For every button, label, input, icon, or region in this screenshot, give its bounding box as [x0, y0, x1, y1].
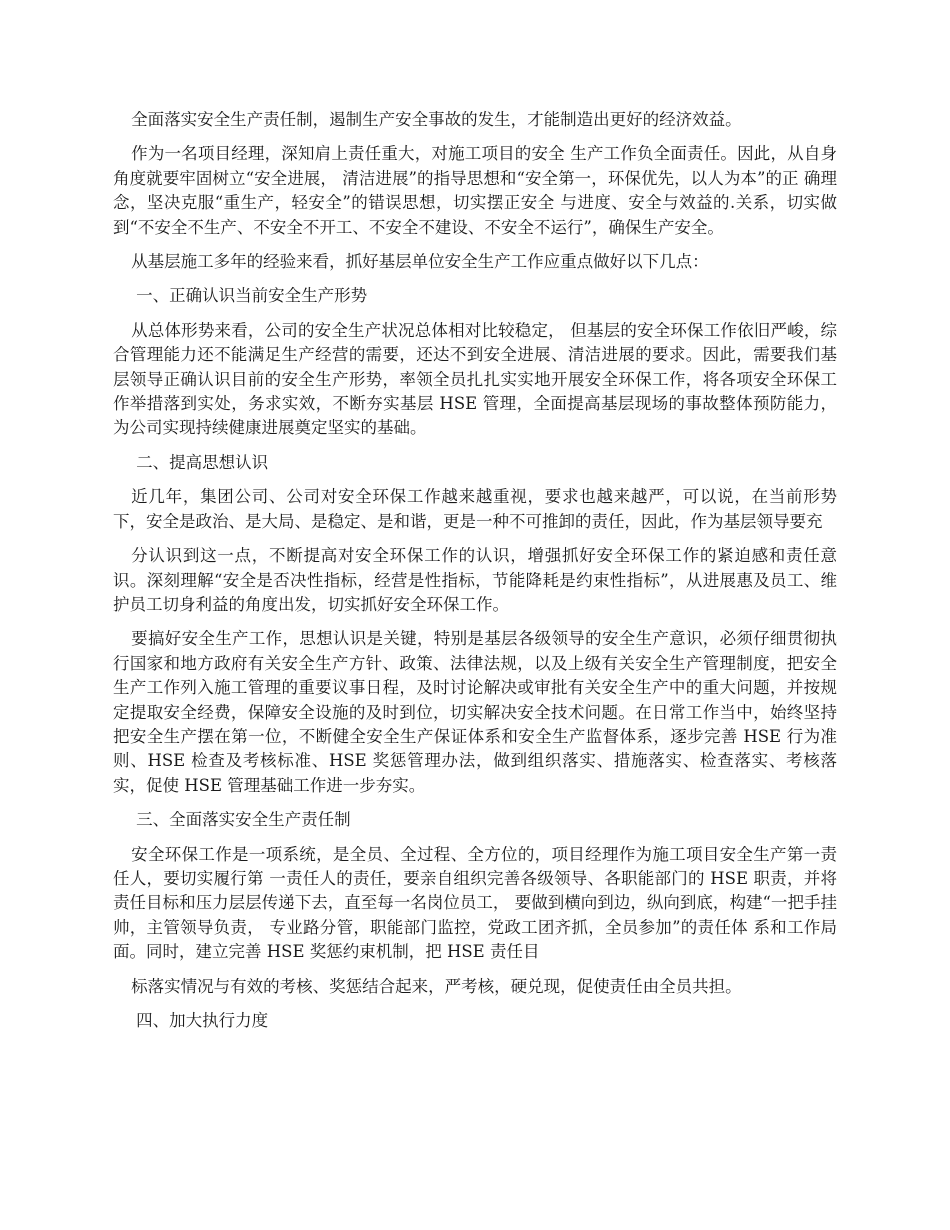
- paragraph: 从基层施工多年的经验来看，抓好基层单位安全生产工作应重点做好以下几点：: [131, 252, 709, 272]
- paragraph: 安全环保工作是一项系统，是全员、全过程、全方位的，项目经理作为施工项目安全生产第一责任人，要切实履行第 一责任人的责任，要亲自组织完善各级领导、各职能部门的 HSE 职责，并将责任目标和压力层层传递下去，直至每一名岗位员工， 要做到横向到边，纵向到底，构建“一把手挂帅，主管领导负责， 专业路分管，职能部门监控，党政工团齐抓，全员参加”的责任体 系和工作局面。同时，建立完善 HSE 奖惩约束机制，把 HSE 责任目: [113, 844, 837, 962]
- paragraph: 要搞好安全生产工作，思想认识是关键，特别是基层各级领导的安全生产意识，必须仔细贯彻执行国家和地方政府有关安全生产方针、政策、法律法规，以及上级有关安全生产管理制度，把安全生产工作列入施工管理的重要议事日程，及时讨论解决或审批有关安全生产中的重大问题，并按规定提取安全经费，保障安全设施的及时到位，切实解决安全技术问题。在日常工作当中，始终坚持把安全生产摆在第一位，不断健全安全生产保证体系和安全生产监督体系，逐步完善 HSE 行为准则、HSE 检查及考核标准、HSE 奖惩管理办法，做到组织落实、措施落实、检查落实、考核落实，促使 HSE 管理基础工作进一步夯实。: [113, 629, 837, 795]
- section-heading: 二、提高思想认识: [136, 452, 269, 472]
- paragraph: 全面落实安全生产责任制，遏制生产安全事故的发生，才能制造出更好的经济效益。: [131, 110, 742, 129]
- paragraph: 标落实情况与有效的考核、奖惩结合起来，严考核，硬兑现，促使责任由全员共担。: [131, 976, 742, 996]
- paragraph: 近几年，集团公司、公司对安全环保工作越来越重视，要求也越来越严，可以说，在当前形势下，安全是政治、是大局、是稳定、是和谐，更是一种不可推卸的责任，因此，作为基层领导要充: [113, 487, 837, 531]
- section-heading: 四、加大执行力度: [136, 1011, 269, 1030]
- section-heading: 三、全面落实安全生产责任制: [136, 810, 351, 830]
- paragraph: 作为一名项目经理，深知肩上责任重大，对施工项目的安全 生产工作负全面责任。因此，从自身角度就要牢固树立“安全进展， 清洁进展”的指导思想和“安全第一，环保优先，以人为本”的正 确理念，坚决克服“重生产，轻安全”的错误思想，切实摆正安全 与进度、安全与效益的.关系，切实做到“不安全不生产、不安全不开工、不安全不建设、不安全不运行”，确保生产安全。: [113, 144, 837, 237]
- document-body: [113, 108, 837, 1043]
- paragraph: 从总体形势来看，公司的安全生产状况总体相对比较稳定， 但基层的安全环保工作依旧严峻，综合管理能力还不能满足生产经营的需要，还达不到安全进展、清洁进展的要求。因此，需要我们基层领导正确认识目前的安全生产形势，率领全员扎扎实实地开展安全环保工作，将各项安全环保工作举措落到实处，务求实效，不断夯实基层 HSE 管理，全面提高基层现场的事故整体预防能力，为公司实现持续健康进展奠定坚实的基础。: [113, 320, 837, 438]
- section-heading: 一、正确认识当前安全生产形势: [136, 286, 368, 306]
- paragraph: 分认识到这一点，不断提高对安全环保工作的认识，增强抓好安全环保工作的紧迫感和责任意识。深刻理解“安全是否决性指标，经营是性指标，节能降耗是约束性指标”，从进展惠及员工、维护员工切身利益的角度出发，切实抓好安全环保工作。: [113, 546, 837, 614]
